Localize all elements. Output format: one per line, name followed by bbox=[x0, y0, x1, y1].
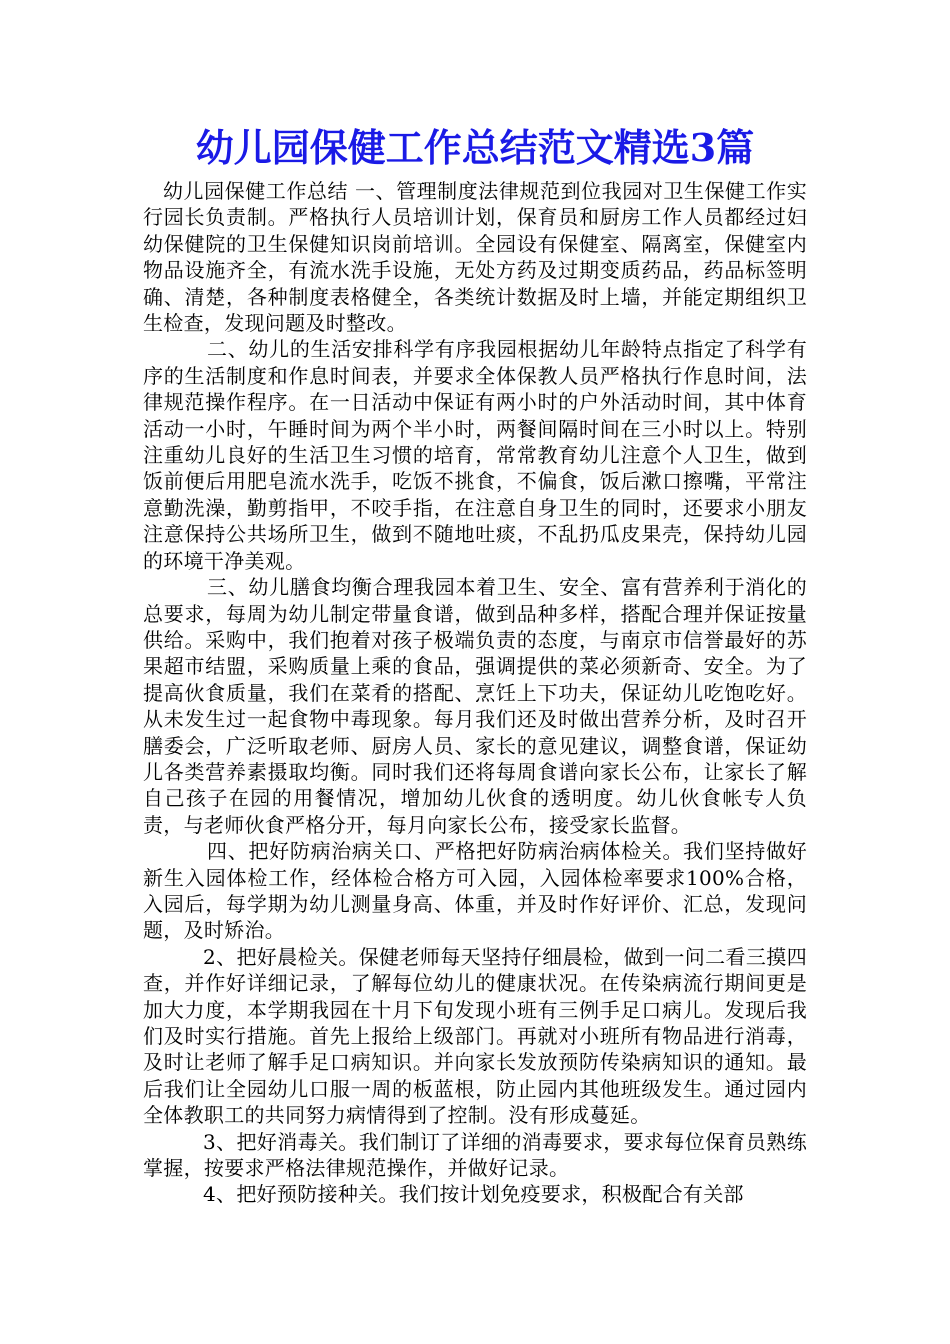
paragraph-daily-schedule: 二、幼儿的生活安排科学有序我园根据幼儿年龄特点指定了科学有序的生活制度和作息时间表，并要求全体保教人员严格执行作息时间，法律规范操作程序。在一日活动中保证有两小时的户外活动时间，其中体育活动一小时，午睡时间为两个半小时，两餐间隔时间在三小时以上。特别注重幼儿良好的生活卫生习惯的培育，常常教育幼儿注意个人卫生，做到饭前便后用肥皂流水洗手，吃饭不挑食，不偏食，饭后漱口擦嘴，平常注意勤洗澡，勤剪指甲，不咬手指，在注意自身卫生的同时，还要求小朋友注意保持公共场所卫生，做到不随地吐痰，不乱扔瓜皮果壳，保持幼儿园的环境干净美观。 bbox=[143, 337, 807, 573]
paragraph-management: 幼儿园保健工作总结 一、管理制度法律规范到位我园对卫生保健工作实行园长负责制。严格执行人员培训计划，保育员和厨房工作人员都经过妇幼保健院的卫生保健知识岗前培训。全园设有保健室、隔离室，保健室内物品设施齐全，有流水洗手设施，无处方药及过期变质药品，药品标签明确、清楚，各种制度表格健全，各类统计数据及时上墙，并能定期组织卫生检查，发现问题及时整改。 bbox=[143, 179, 807, 336]
paragraph-diet: 三、幼儿膳食均衡合理我园本着卫生、安全、富有营养利于消化的总要求，每周为幼儿制定带量食谱，做到品种多样，搭配合理并保证按量供给。采购中，我们抱着对孩子极端负责的态度，与南京市信誉最好的苏果超市结盟，采购质量上乘的食品，强调提供的菜必须新奇、安全。为了提高伙食质量，我们在菜肴的搭配、烹饪上下功夫，保证幼儿吃饱吃好。从未发生过一起食物中毒现象。每月我们还及时做出营养分析，及时召开膳委会，广泛听取老师、厨房人员、家长的意见建议，调整食谱，保证幼儿各类营养素摄取均衡。同时我们还将每周食谱向家长公布，让家长了解自己孩子在园的用餐情况，增加幼儿伙食的透明度。幼儿伙食帐专人负责，与老师伙食严格分开，每月向家长公布，接受家长监督。 bbox=[143, 575, 807, 837]
paragraph-vaccination: 4、把好预防接种关。我们按计划免疫要求，积极配合有关部 bbox=[203, 1182, 744, 1207]
document-page bbox=[143, 118, 807, 1208]
paragraph-morning-check: 2、把好晨检关。保健老师每天坚持仔细晨检，做到一问二看三摸四查，并作好详细记录，了解每位幼儿的健康状况。在传染病流行期间更是加大力度，本学期我园在十月下旬发现小班有三例手足口病儿。发现后我们及时实行措施。首先上报给上级部门。再就对小班所有物品进行消毒，及时让老师了解手足口病知识。并向家长发放预防传染病知识的通知。最后我们让全园幼儿口服一周的板蓝根，防止园内其他班级发生。通过园内全体教职工的共同努力病情得到了控制。没有形成蔓延。 bbox=[143, 944, 807, 1128]
paragraph-health-check: 四、把好防病治病关口、严格把好防病治病体检关。我们坚持做好新生入园体检工作，经体检合格方可入园，入园体检率要求100%合格，入园后，每学期为幼儿测量身高、体重，并及时作好评价、汇总，发现问题，及时矫治。 bbox=[143, 839, 807, 943]
document-title: 幼儿园保健工作总结范文精选3篇 bbox=[195, 125, 755, 170]
paragraph-disinfection: 3、把好消毒关。我们制订了详细的消毒要求，要求每位保育员熟练掌握，按要求严格法律规范操作，并做好记录。 bbox=[143, 1129, 807, 1181]
